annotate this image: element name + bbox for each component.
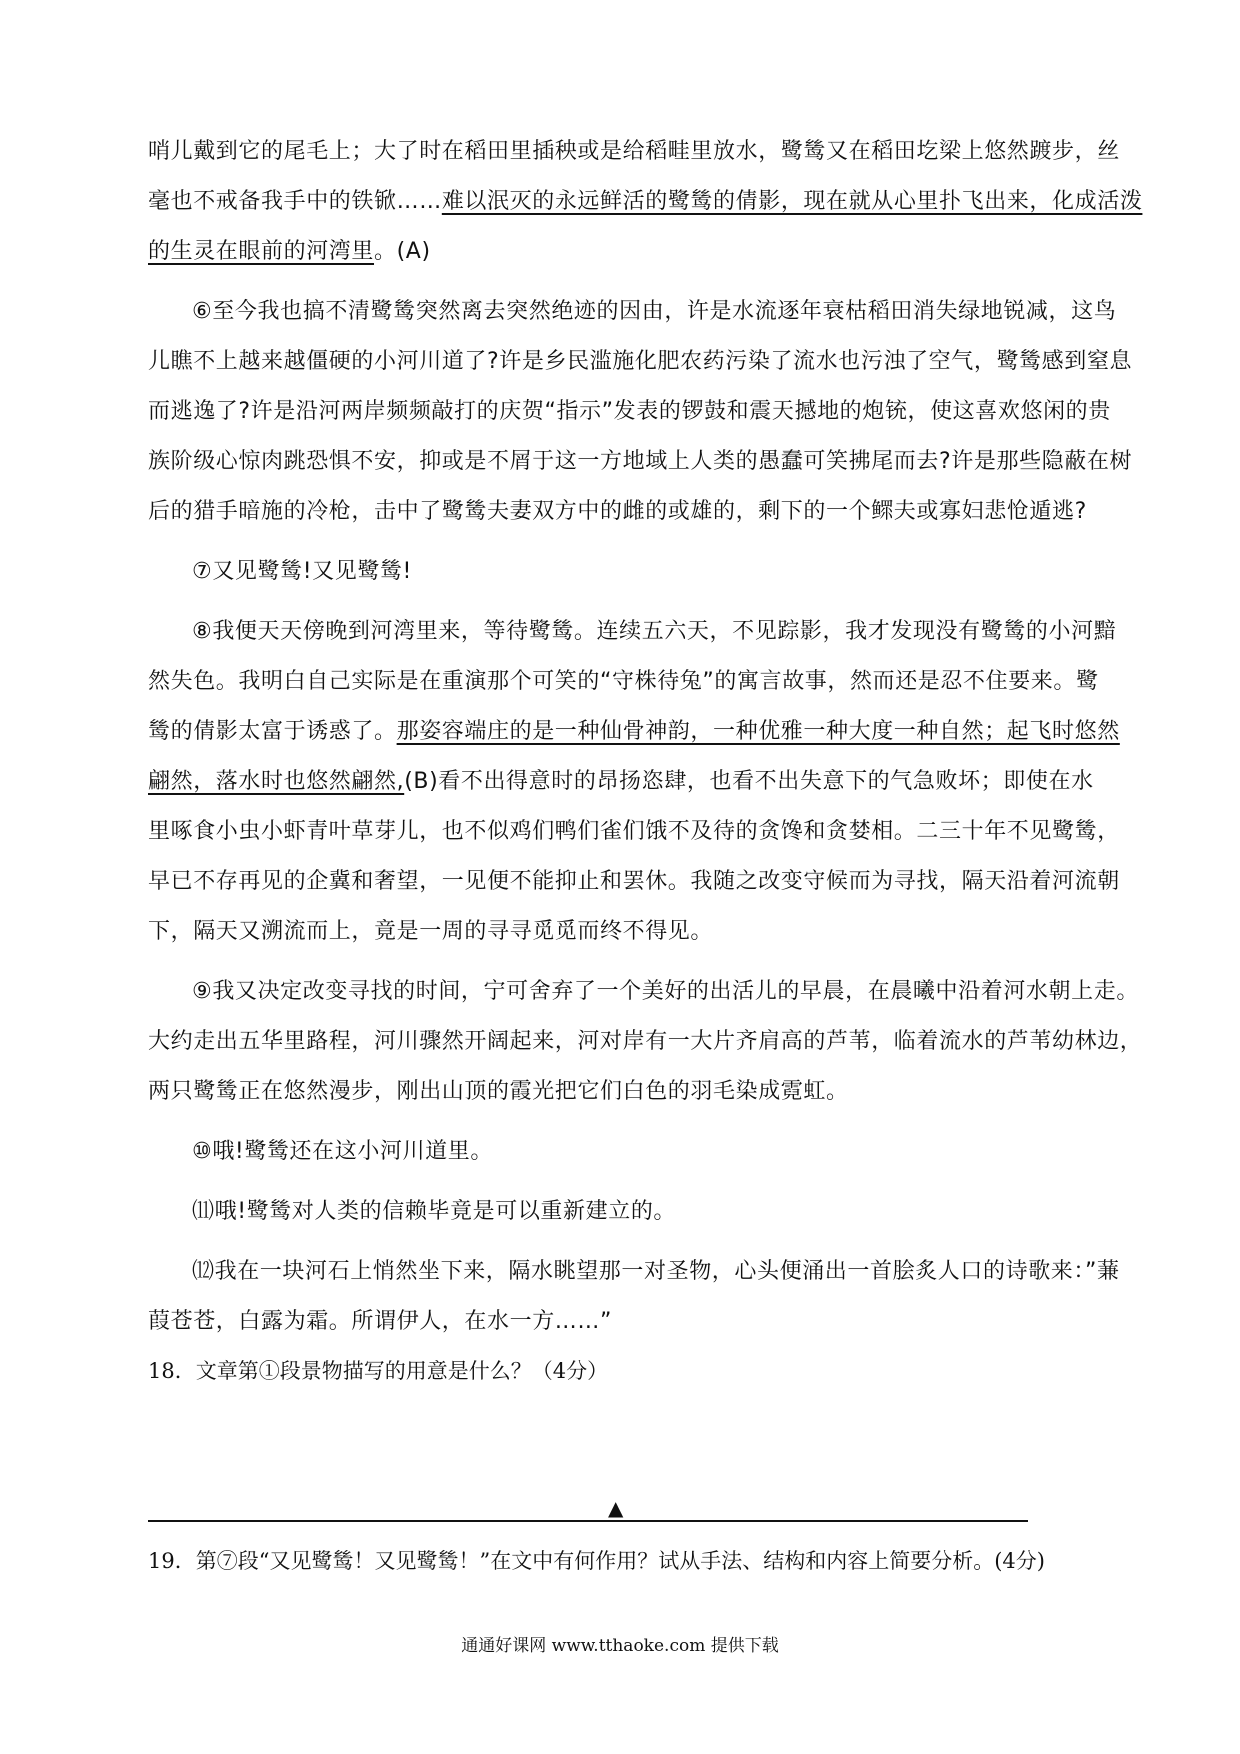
answer-line[interactable] <box>148 1520 1028 1522</box>
passage-line <box>148 766 1098 798</box>
passage-text: 鸶的倩影太富于诱惑了。 <box>148 719 397 744</box>
passage-line: 大约走出五华里路程，河川骤然开阔起来，河对岸有一大片齐肩高的芦苇，临着流水的芦苇幼林边， <box>148 1029 1143 1054</box>
paragraph-6-start: ⑥至今我也搞不清鹭鸶突然离去突然绝迹的因由，许是水流逐年衰枯稻田消失绿地锐减，这鸟 <box>192 299 1117 324</box>
paragraph-12-start: ⑿我在一块河石上悄然坐下来，隔水眺望那一对圣物，心头便涌出一首脍炙人口的诗歌来：”蒹 <box>192 1259 1120 1284</box>
passage-text: (B)看不出得意时的昂扬恣肆，也看不出失意下的气急败坏；即使在水 <box>404 769 1094 794</box>
passage-line: 后的猎手暗施的冷枪，击中了鹭鸶夫妻双方中的雌的或雄的，剩下的一个鳏夫或寡妇悲怆遁逃? <box>148 499 1087 524</box>
answer-marker-triangle: ▲ <box>608 1496 624 1520</box>
passage-text: 毫也不戒备我手中的铁锨…… <box>148 189 442 214</box>
underlined-sentence-a: 的生灵在眼前的河湾里 <box>148 239 375 264</box>
paragraph-11: ⑾哦!鹭鸶对人类的信赖毕竟是可以重新建立的。 <box>192 1199 677 1224</box>
passage-line <box>148 186 1143 218</box>
passage-line <box>148 716 1120 748</box>
paragraph-7: ⑦又见鹭鸶!又见鹭鸶! <box>192 559 412 584</box>
underlined-sentence-a: 难以泯灭的永远鲜活的鹭鸶的倩影，现在就从心里扑飞出来，化成活泼 <box>441 189 1143 214</box>
underlined-sentence-b: 翩然，落水时也悠然翩然, <box>148 769 405 794</box>
passage-line: 然失色。我明白自己实际是在重演那个可笑的“守株待兔”的寓言故事，然而还是忍不住要来。鹭 <box>148 669 1099 694</box>
paragraph-10: ⑩哦!鹭鸶还在这小河川道里。 <box>192 1139 493 1164</box>
passage-line: 葭苍苍，白露为霜。所谓伊人，在水一方……” <box>148 1309 612 1334</box>
passage-line: 而逃逸了?许是沿河两岸频频敲打的庆贺“指示”发表的锣鼓和震天撼地的炮铳，使这喜欢悠闲的贵 <box>148 399 1111 424</box>
passage-text: 。(A) <box>374 239 431 264</box>
underlined-sentence-b: 那姿容端庄的是一种仙骨神韵，一种优雅一种大度一种自然；起飞时悠然 <box>396 719 1120 744</box>
passage-line: 里啄食小虫小虾青叶草芽儿，也不似鸡们鸭们雀们饿不及待的贪馋和贪婪相。二三十年不见鹭鸶， <box>148 819 1120 844</box>
passage-line: 下，隔天又溯流而上，竟是一周的寻寻觅觅而终不得见。 <box>148 919 714 944</box>
page-footer: 通通好课网 www.tthaoke.com 提供下载 <box>461 1636 779 1656</box>
passage-line <box>148 236 1098 268</box>
passage-line: 儿瞧不上越来越僵硬的小河川道了?许是乡民滥施化肥农药污染了流水也污浊了空气，鹭鸶感到窒息 <box>148 349 1133 374</box>
question-19: 19．第⑦段“又见鹭鸶！又见鹭鸶！”在文中有何作用？试从手法、结构和内容上简要分析。(4分) <box>148 1549 1045 1573</box>
passage-line: 哨儿戴到它的尾毛上；大了时在稻田里插秧或是给稻畦里放水，鹭鸶又在稻田圪梁上悠然踱步，丝 <box>148 139 1120 164</box>
passage-line: 早已不存再见的企冀和奢望，一见便不能抑止和罢休。我随之改变守候而为寻找，隔天沿着河流朝 <box>148 869 1120 894</box>
paragraph-8-start: ⑧我便天天傍晚到河湾里来，等待鹭鸶。连续五六天，不见踪影，我才发现没有鹭鸶的小河黯 <box>192 619 1117 644</box>
passage-line: 族阶级心惊肉跳恐惧不安，抑或是不屑于这一方地域上人类的愚蠢可笑拂尾而去?许是那些隐蔽在树 <box>148 449 1133 474</box>
question-18: 18．文章第①段景物描写的用意是什么？（4分） <box>148 1359 609 1383</box>
paragraph-9-start: ⑨我又决定改变寻找的时间，宁可舍弃了一个美好的出活儿的早晨，在晨曦中沿着河水朝上走。 <box>192 979 1139 1004</box>
passage-line: 两只鹭鸶正在悠然漫步，刚出山顶的霞光把它们白色的羽毛染成霓虹。 <box>148 1079 849 1104</box>
